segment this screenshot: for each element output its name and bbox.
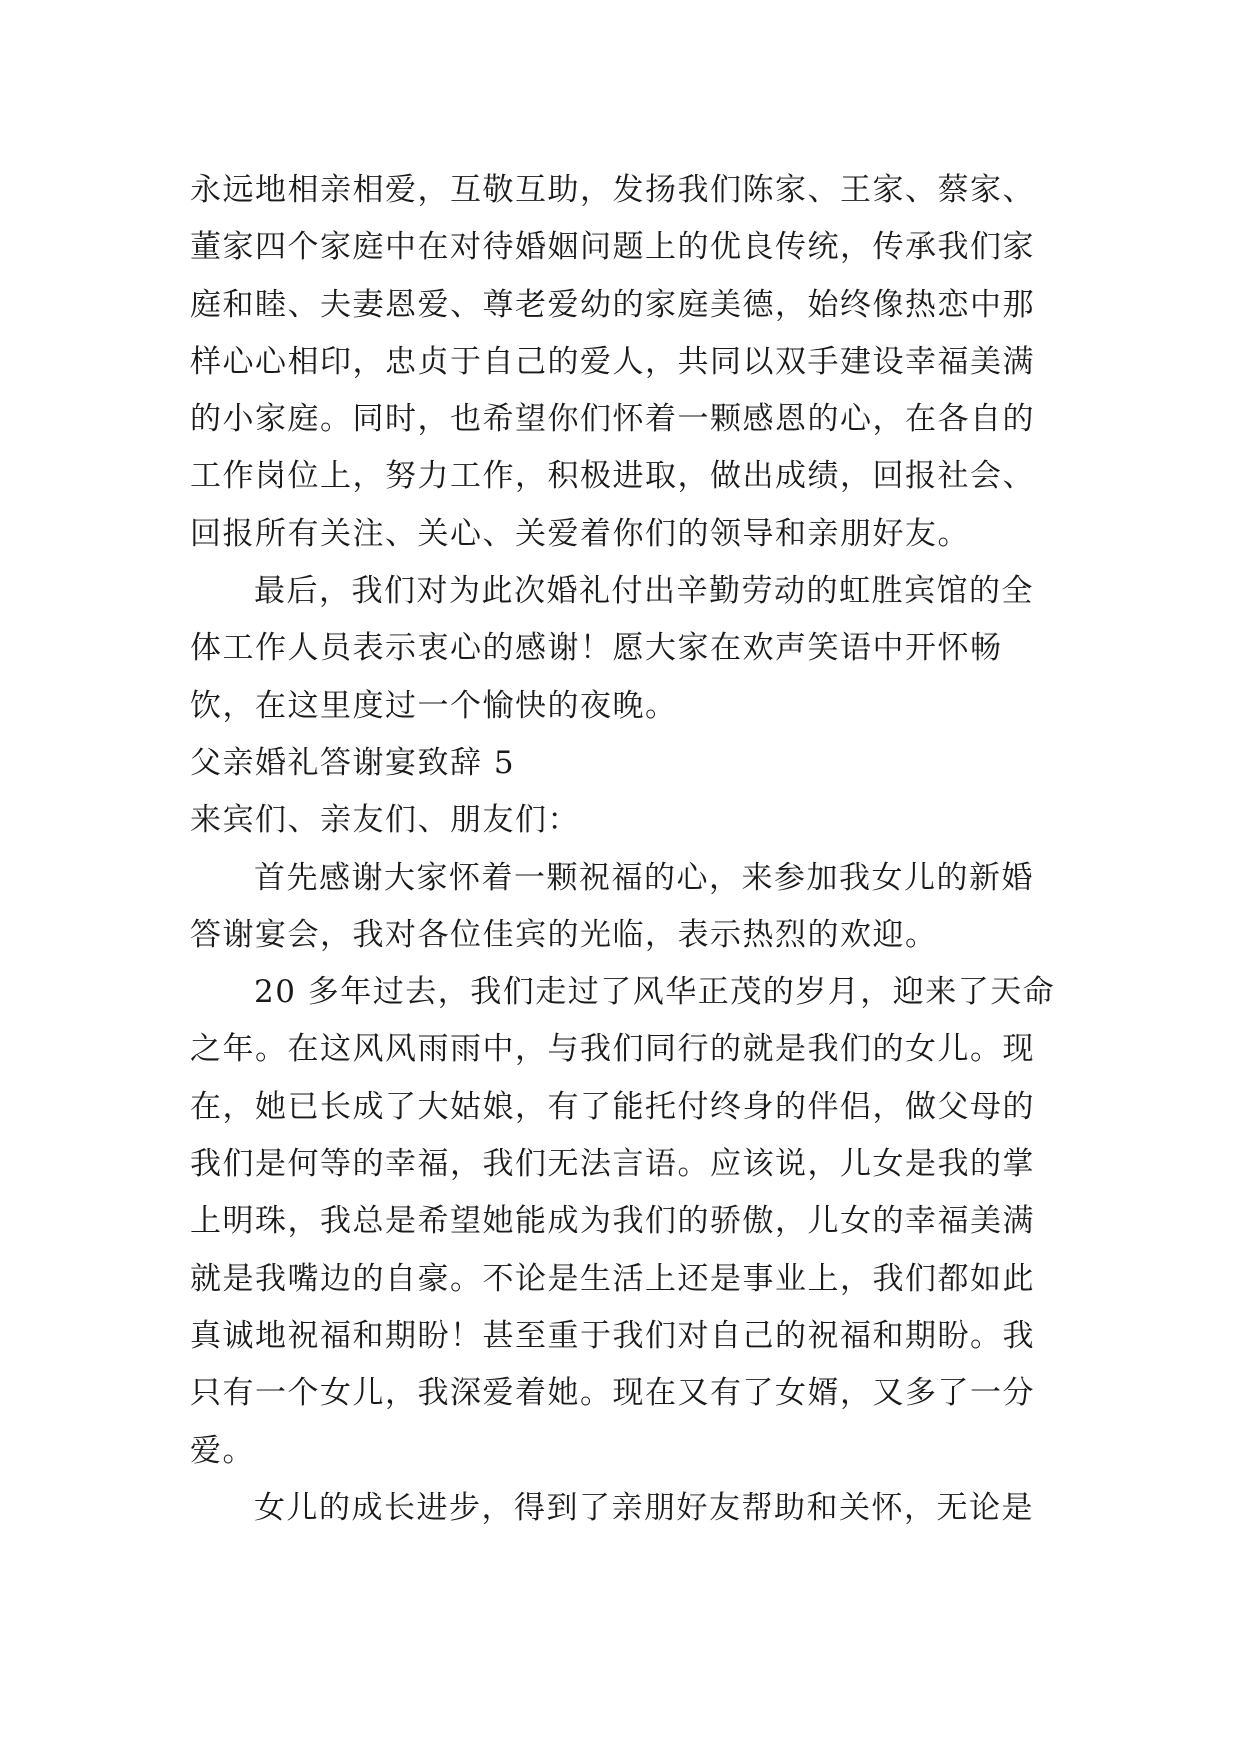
section-heading: 父亲婚礼答谢宴致辞 5	[190, 744, 516, 781]
salutation: 来宾们、亲友们、朋友们：	[190, 802, 580, 839]
text-line: 体工作人员表示衷心的感谢！愿大家在欢声笑语中开怀畅	[190, 630, 1003, 667]
paragraph-start-line: 最后，我们对为此次婚礼付出辛勤劳动的虹胜宾馆的全	[254, 573, 1034, 610]
text-line: 饮，在这里度过一个愉快的夜晚。	[190, 687, 678, 724]
text-line: 在，她已长成了大姑娘，有了能托付终身的伴侣，做父母的	[190, 1088, 1035, 1125]
document-body	[190, 162, 1070, 1537]
text-line: 我们是何等的幸福，我们无法言语。应该说，儿女是我的掌	[190, 1146, 1035, 1183]
text-line: 的小家庭。同时，也希望你们怀着一颗感恩的心，在各自的	[190, 401, 1035, 438]
paragraph-start-line: 女儿的成长进步，得到了亲朋好友帮助和关怀，无论是	[254, 1489, 1034, 1526]
text-line: 庭和睦、夫妻恩爱、尊老爱幼的家庭美德，始终像热恋中那	[190, 286, 1035, 323]
text-line: 答谢宴会，我对各位佳宾的光临，表示热烈的欢迎。	[190, 916, 938, 953]
paragraph-start-line: 20 多年过去，我们走过了风华正茂的岁月，迎来了天命	[254, 974, 1056, 1011]
text-line: 爱。	[190, 1432, 255, 1469]
text-line: 样心心相印，忠贞于自己的爱人，共同以双手建设幸福美满	[190, 343, 1035, 380]
text-line: 上明珠，我总是希望她能成为我们的骄傲，儿女的幸福美满	[190, 1203, 1035, 1240]
text-line: 工作岗位上，努力工作，积极进取，做出成绩，回报社会、	[190, 458, 1035, 495]
text-line: 就是我嘴边的自豪。不论是生活上还是事业上，我们都如此	[190, 1260, 1035, 1297]
text-line: 之年。在这风风雨雨中，与我们同行的就是我们的女儿。现	[190, 1031, 1035, 1068]
text-line: 回报所有关注、关心、关爱着你们的领导和亲朋好友。	[190, 515, 970, 552]
text-line: 董家四个家庭中在对待婚姻问题上的优良传统，传承我们家	[190, 229, 1035, 266]
text-line: 永远地相亲相爱，互敬互助，发扬我们陈家、王家、蔡家、	[190, 172, 1035, 208]
paragraph-start-line: 首先感谢大家怀着一颗祝福的心，来参加我女儿的新婚	[254, 859, 1034, 896]
text-line: 只有一个女儿，我深爱着她。现在又有了女婿，又多了一分	[190, 1375, 1035, 1412]
text-line: 真诚地祝福和期盼！甚至重于我们对自己的祝福和期盼。我	[190, 1317, 1035, 1354]
